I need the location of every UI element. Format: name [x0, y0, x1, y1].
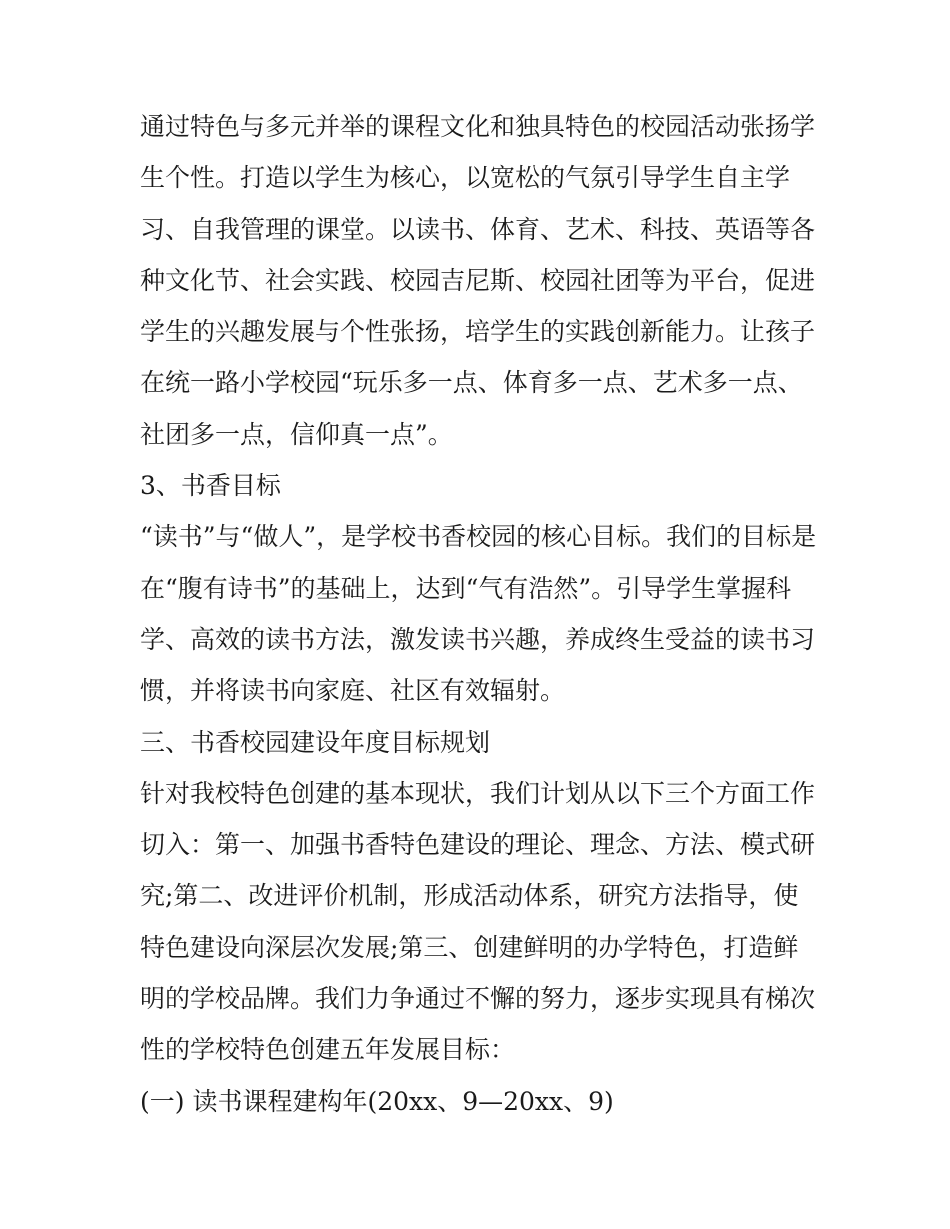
section-heading: 三、书香校园建设年度目标规划 — [140, 727, 491, 757]
text-line: 性的学校特色创建五年发展目标： — [140, 1035, 516, 1065]
section-heading: 3、书香目标 — [140, 471, 281, 501]
text-line: 种文化节、社会实践、校园吉尼斯、校园社团等为平台，促进 — [140, 265, 816, 295]
text-line: 生个性。打造以学生为核心，以宽松的气氛引导学生自主学 — [140, 163, 791, 193]
document-body — [140, 101, 820, 1127]
text-line: 习、自我管理的课堂。以读书、体育、艺术、科技、英语等各 — [140, 214, 816, 244]
text-line: 在统一路小学校园“玩乐多一点、体育多一点、艺术多一点、 — [140, 368, 803, 398]
text-line: 在“腹有诗书”的基础上，达到“气有浩然”。引导学生掌握科 — [140, 573, 792, 603]
text-line: 切入：第一、加强书香特色建设的理论、理念、方法、模式研 — [140, 830, 816, 860]
text-line: 惯，并将读书向家庭、社区有效辐射。 — [140, 676, 566, 706]
text-line: 社团多一点，信仰真一点”。 — [140, 419, 453, 449]
text-line: 针对我校特色创建的基本现状，我们计划从以下三个方面工作 — [140, 778, 816, 808]
text-line: 学、高效的读书方法，激发读书兴趣，养成终生受益的读书习 — [140, 624, 816, 654]
text-line: 学生的兴趣发展与个性张扬，培学生的实践创新能力。让孩子 — [140, 317, 816, 347]
text-line: “读书”与“做人”，是学校书香校园的核心目标。我们的目标是 — [140, 522, 817, 552]
text-line: 特色建设向深层次发展;第三、创建鲜明的办学特色，打造鲜 — [140, 932, 799, 962]
subsection-heading: (一) 读书课程建构年(20xx、9—20xx、9) — [140, 1086, 614, 1116]
text-line: 通过特色与多元并举的课程文化和独具特色的校园活动张扬学 — [140, 112, 816, 141]
text-line: 究;第二、改进评价机制，形成活动体系，研究方法指导，使 — [140, 881, 799, 911]
text-line: 明的学校品牌。我们力争通过不懈的努力，逐步实现具有梯次 — [140, 984, 816, 1014]
